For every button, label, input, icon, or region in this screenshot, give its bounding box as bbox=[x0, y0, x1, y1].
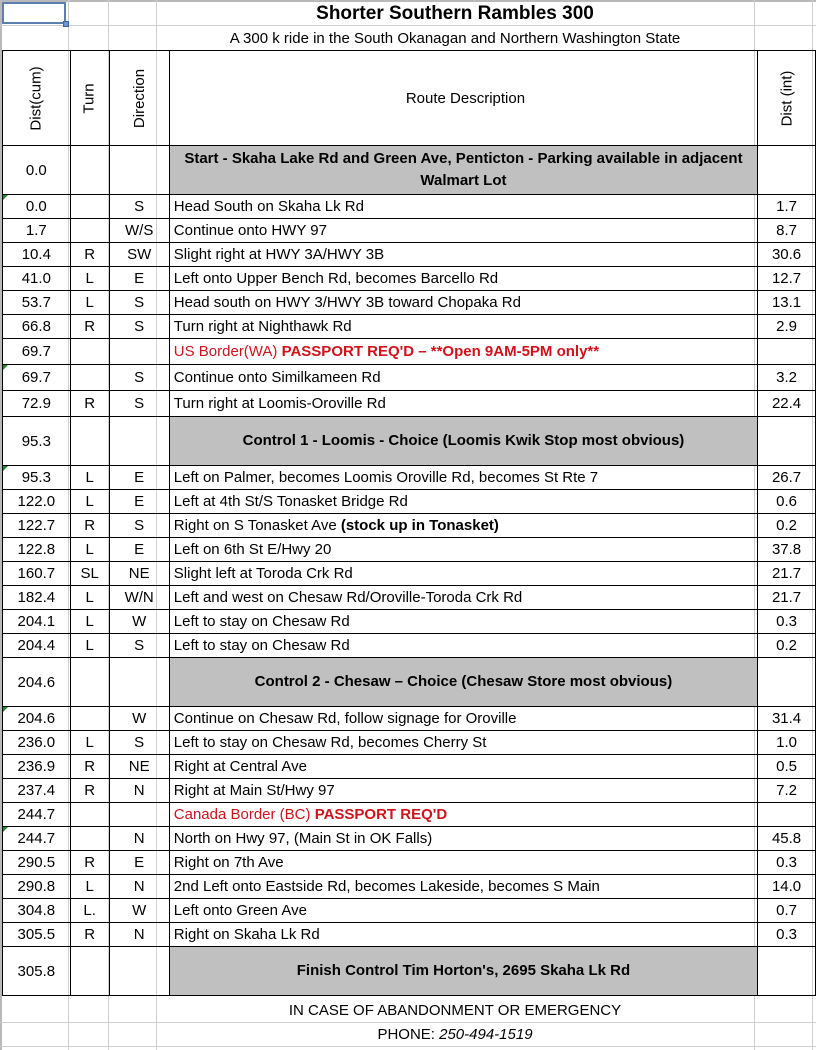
sheet-title: Shorter Southern Rambles 300 bbox=[316, 3, 594, 24]
cell-dist-int[interactable]: 30.6 bbox=[758, 243, 816, 267]
cell-direction[interactable]: E bbox=[109, 490, 169, 514]
header-row bbox=[3, 51, 816, 146]
cell-dist-int[interactable]: 21.7 bbox=[758, 586, 816, 610]
header-label: Dist(cum) bbox=[27, 65, 45, 131]
cell-turn[interactable] bbox=[70, 365, 109, 391]
cell-dist-cum[interactable]: 122.7 bbox=[3, 514, 71, 538]
cell-direction[interactable]: S bbox=[109, 391, 169, 417]
cell-route-description[interactable]: Continue onto Similkameen Rd bbox=[169, 365, 757, 391]
cell-turn[interactable]: R bbox=[70, 779, 109, 803]
route-step-row bbox=[3, 365, 816, 391]
cell-route-description[interactable]: North on Hwy 97, (Main St in OK Falls) bbox=[169, 827, 757, 851]
cell-direction[interactable]: W bbox=[109, 707, 169, 731]
cell-dist-int[interactable]: 1.7 bbox=[758, 195, 816, 219]
cell-turn[interactable]: L bbox=[70, 610, 109, 634]
cell-dist-cum[interactable]: 244.7 bbox=[3, 827, 71, 851]
cell-route-description[interactable]: Left to stay on Chesaw Rd bbox=[169, 634, 757, 658]
passport-warning: PASSPORT REQ'D bbox=[314, 805, 448, 823]
route-sheet-table bbox=[2, 50, 816, 996]
cell-dist-int[interactable]: 31.4 bbox=[758, 707, 816, 731]
cell-direction[interactable]: W/N bbox=[109, 586, 169, 610]
cell-turn[interactable]: L bbox=[70, 538, 109, 562]
cell-dist-cum[interactable]: 122.0 bbox=[3, 490, 71, 514]
cell-route-description[interactable]: Left at 4th St/S Tonasket Bridge Rd bbox=[169, 490, 757, 514]
cell-route-description[interactable]: Turn right at Loomis-Oroville Rd bbox=[169, 391, 757, 417]
cell-direction[interactable]: S bbox=[109, 365, 169, 391]
cell-route-description[interactable]: Continue onto HWY 97 bbox=[169, 219, 757, 243]
cell-direction[interactable]: E bbox=[109, 538, 169, 562]
header-label: Direction bbox=[130, 68, 148, 128]
cell-dist-int[interactable]: 45.8 bbox=[758, 827, 816, 851]
cell-turn[interactable]: L bbox=[70, 291, 109, 315]
cell-dist-int[interactable]: 21.7 bbox=[758, 562, 816, 586]
route-step-row bbox=[3, 755, 816, 779]
cell-dist-cum[interactable]: 182.4 bbox=[3, 586, 71, 610]
route-step-row bbox=[3, 490, 816, 514]
cell-dist-int[interactable]: 1.0 bbox=[758, 731, 816, 755]
cell-direction[interactable] bbox=[109, 803, 169, 827]
cell-route-description[interactable]: Left to stay on Chesaw Rd, becomes Cherry St bbox=[169, 731, 757, 755]
route-step-row bbox=[3, 195, 816, 219]
cell-route-description[interactable]: Head south on HWY 3/HWY 3B toward Chopaka Rd bbox=[169, 291, 757, 315]
cell-turn[interactable] bbox=[70, 417, 109, 466]
route-step-row bbox=[3, 923, 816, 947]
cell-turn[interactable]: L bbox=[70, 267, 109, 291]
header-dist-cum[interactable] bbox=[3, 51, 71, 146]
control-description[interactable]: Control 1 - Loomis - Choice (Loomis Kwik Stop most obvious) bbox=[169, 417, 757, 466]
cell-turn[interactable]: L bbox=[70, 466, 109, 490]
route-step-row bbox=[3, 391, 816, 417]
cell-dist-int[interactable]: 13.1 bbox=[758, 291, 816, 315]
cell-dist-int[interactable] bbox=[758, 947, 816, 996]
cell-turn[interactable] bbox=[70, 195, 109, 219]
cell-route-description[interactable] bbox=[169, 339, 757, 365]
cell-dist-int[interactable]: 0.2 bbox=[758, 514, 816, 538]
cell-dist-cum[interactable]: 41.0 bbox=[3, 267, 71, 291]
cell-dist-cum[interactable]: 244.7 bbox=[3, 803, 71, 827]
cell-route-description[interactable]: Right at Central Ave bbox=[169, 755, 757, 779]
route-step-row bbox=[3, 586, 816, 610]
route-step-row bbox=[3, 243, 816, 267]
cell-dist-int[interactable] bbox=[758, 339, 816, 365]
cell-turn[interactable] bbox=[70, 803, 109, 827]
cell-direction[interactable]: S bbox=[109, 195, 169, 219]
cell-dist-cum[interactable]: 69.7 bbox=[3, 339, 71, 365]
cell-dist-cum[interactable]: 0.0 bbox=[3, 146, 71, 195]
cell-dist-cum[interactable]: 204.6 bbox=[3, 658, 71, 707]
cell-route-description[interactable] bbox=[169, 803, 757, 827]
cell-dist-int[interactable]: 2.9 bbox=[758, 315, 816, 339]
cell-dist-cum[interactable]: 1.7 bbox=[3, 219, 71, 243]
header-label: Dist (int) bbox=[778, 70, 796, 126]
cell-route-description[interactable]: Right at Main St/Hwy 97 bbox=[169, 779, 757, 803]
cell-dist-int[interactable] bbox=[758, 658, 816, 707]
cell-dist-int[interactable]: 8.7 bbox=[758, 219, 816, 243]
route-step-row bbox=[3, 610, 816, 634]
cell-dist-int[interactable]: 0.2 bbox=[758, 634, 816, 658]
cell-turn[interactable]: L bbox=[70, 731, 109, 755]
route-step-row bbox=[3, 219, 816, 243]
cell-direction[interactable]: SW bbox=[109, 243, 169, 267]
route-step-row bbox=[3, 634, 816, 658]
route-step-row bbox=[3, 562, 816, 586]
cell-dist-int[interactable]: 0.5 bbox=[758, 755, 816, 779]
cell-dist-cum[interactable]: 95.3 bbox=[3, 417, 71, 466]
cell-dist-int[interactable]: 22.4 bbox=[758, 391, 816, 417]
cell-dist-int[interactable]: 0.6 bbox=[758, 490, 816, 514]
selected-cell-a1[interactable] bbox=[2, 2, 66, 24]
route-step-row bbox=[3, 851, 816, 875]
cell-direction[interactable] bbox=[109, 658, 169, 707]
cell-turn[interactable]: R bbox=[70, 315, 109, 339]
cell-dist-cum[interactable]: 66.8 bbox=[3, 315, 71, 339]
route-step-row bbox=[3, 875, 816, 899]
cell-direction[interactable]: N bbox=[109, 875, 169, 899]
border-label: Canada Border (BC) bbox=[173, 805, 315, 823]
cell-route-description[interactable]: Left and west on Chesaw Rd/Oroville-Toroda Crk Rd bbox=[169, 586, 757, 610]
cell-route-description[interactable] bbox=[169, 514, 757, 538]
cell-dist-cum[interactable]: 69.7 bbox=[3, 365, 71, 391]
cell-direction[interactable]: W bbox=[109, 610, 169, 634]
cell-turn[interactable]: R bbox=[70, 755, 109, 779]
cell-dist-cum[interactable]: 204.6 bbox=[3, 707, 71, 731]
cell-dist-cum[interactable]: 237.4 bbox=[3, 779, 71, 803]
route-step-row bbox=[3, 899, 816, 923]
cell-turn[interactable] bbox=[70, 339, 109, 365]
sheet-subtitle: A 300 k ride in the South Okanagan and Northern Washington State bbox=[229, 30, 681, 47]
cell-dist-int[interactable]: 0.7 bbox=[758, 899, 816, 923]
route-step-row bbox=[3, 267, 816, 291]
cell-dist-cum[interactable]: 305.8 bbox=[3, 947, 71, 996]
cell-dist-int[interactable]: 0.3 bbox=[758, 851, 816, 875]
cell-route-description[interactable]: Slight left at Toroda Crk Rd bbox=[169, 562, 757, 586]
cell-route-description[interactable]: Left onto Green Ave bbox=[169, 899, 757, 923]
cell-dist-cum[interactable]: 236.9 bbox=[3, 755, 71, 779]
header-label: Turn bbox=[81, 82, 99, 114]
control-description[interactable]: Start - Skaha Lake Rd and Green Ave, Penticton - Parking available in adjacent Walmart Lot bbox=[169, 146, 757, 195]
emergency-notice: IN CASE OF ABANDONMENT OR EMERGENCY bbox=[288, 1002, 622, 1019]
header-turn[interactable] bbox=[70, 51, 109, 146]
cell-route-description[interactable]: Turn right at Nighthawk Rd bbox=[169, 315, 757, 339]
cell-dist-cum[interactable]: 305.5 bbox=[3, 923, 71, 947]
cell-route-description[interactable]: Left on Palmer, becomes Loomis Oroville Rd, becomes St Rte 7 bbox=[169, 466, 757, 490]
header-route-description[interactable]: Route Description bbox=[169, 51, 757, 146]
cell-dist-int[interactable]: 14.0 bbox=[758, 875, 816, 899]
route-step-row bbox=[3, 538, 816, 562]
cell-route-description[interactable]: Left on 6th St E/Hwy 20 bbox=[169, 538, 757, 562]
cell-direction[interactable]: S bbox=[109, 731, 169, 755]
cell-direction[interactable]: E bbox=[109, 851, 169, 875]
route-step-row bbox=[3, 827, 816, 851]
header-dist-int[interactable] bbox=[758, 51, 816, 146]
cell-route-description[interactable]: 2nd Left onto Eastside Rd, becomes Lakeside, becomes S Main bbox=[169, 875, 757, 899]
border-crossing-row bbox=[3, 339, 816, 365]
cell-turn[interactable]: SL bbox=[70, 562, 109, 586]
phone-label: PHONE: bbox=[377, 1026, 440, 1043]
cell-direction[interactable]: N bbox=[109, 779, 169, 803]
cell-direction[interactable]: NE bbox=[109, 755, 169, 779]
cell-dist-int[interactable]: 3.2 bbox=[758, 365, 816, 391]
step-note: (stock up in Tonasket) bbox=[340, 516, 499, 534]
cell-dist-cum[interactable]: 304.8 bbox=[3, 899, 71, 923]
cell-direction[interactable]: N bbox=[109, 827, 169, 851]
cell-route-description[interactable]: Head South on Skaha Lk Rd bbox=[169, 195, 757, 219]
cell-direction[interactable]: W bbox=[109, 899, 169, 923]
cell-dist-int[interactable]: 37.8 bbox=[758, 538, 816, 562]
cell-dist-cum[interactable]: 72.9 bbox=[3, 391, 71, 417]
cell-dist-cum[interactable]: 95.3 bbox=[3, 466, 71, 490]
route-step-row bbox=[3, 707, 816, 731]
control-row bbox=[3, 658, 816, 707]
cell-dist-int[interactable] bbox=[758, 803, 816, 827]
fill-handle[interactable] bbox=[63, 21, 69, 27]
route-step-row bbox=[3, 731, 816, 755]
cell-turn[interactable]: R bbox=[70, 391, 109, 417]
header-direction[interactable] bbox=[109, 51, 169, 146]
cell-dist-cum[interactable]: 10.4 bbox=[3, 243, 71, 267]
cell-turn[interactable]: R bbox=[70, 851, 109, 875]
passport-warning: PASSPORT REQ'D – **Open 9AM-5PM only** bbox=[281, 342, 600, 360]
cell-direction[interactable]: S bbox=[109, 634, 169, 658]
border-crossing-row bbox=[3, 803, 816, 827]
cell-turn[interactable]: L bbox=[70, 875, 109, 899]
control-row bbox=[3, 947, 816, 996]
control-row bbox=[3, 417, 816, 466]
cell-turn[interactable] bbox=[70, 707, 109, 731]
route-step-row bbox=[3, 315, 816, 339]
cell-dist-cum[interactable]: 53.7 bbox=[3, 291, 71, 315]
cell-direction[interactable]: E bbox=[109, 466, 169, 490]
cell-dist-cum[interactable]: 0.0 bbox=[3, 195, 71, 219]
cell-dist-cum[interactable]: 290.5 bbox=[3, 851, 71, 875]
cell-dist-cum[interactable]: 160.7 bbox=[3, 562, 71, 586]
cell-direction[interactable] bbox=[109, 146, 169, 195]
cell-turn[interactable]: R bbox=[70, 514, 109, 538]
cell-direction[interactable]: N bbox=[109, 923, 169, 947]
cell-direction[interactable]: S bbox=[109, 514, 169, 538]
cell-turn[interactable] bbox=[70, 146, 109, 195]
cell-turn[interactable] bbox=[70, 219, 109, 243]
cell-turn[interactable]: L. bbox=[70, 899, 109, 923]
control-description[interactable]: Control 2 - Chesaw – Choice (Chesaw Store most obvious) bbox=[169, 658, 757, 707]
route-step-row bbox=[3, 514, 816, 538]
cell-dist-int[interactable]: 7.2 bbox=[758, 779, 816, 803]
cell-route-description[interactable]: Right on 7th Ave bbox=[169, 851, 757, 875]
cell-direction[interactable] bbox=[109, 947, 169, 996]
route-step-row bbox=[3, 779, 816, 803]
cell-turn[interactable]: L bbox=[70, 490, 109, 514]
control-row bbox=[3, 146, 816, 195]
cell-dist-cum[interactable]: 122.8 bbox=[3, 538, 71, 562]
cell-dist-int[interactable]: 12.7 bbox=[758, 267, 816, 291]
cell-direction[interactable]: S bbox=[109, 291, 169, 315]
cell-dist-cum[interactable]: 204.4 bbox=[3, 634, 71, 658]
border-label: US Border(WA) bbox=[173, 342, 282, 360]
cell-direction[interactable] bbox=[109, 339, 169, 365]
cell-direction[interactable]: E bbox=[109, 267, 169, 291]
step-text: Right on S Tonasket Ave bbox=[173, 516, 341, 534]
route-step-row bbox=[3, 466, 816, 490]
cell-turn[interactable] bbox=[70, 658, 109, 707]
cell-direction[interactable]: NE bbox=[109, 562, 169, 586]
cell-direction[interactable] bbox=[109, 417, 169, 466]
emergency-phone bbox=[156, 1023, 754, 1047]
control-description[interactable]: Finish Control Tim Horton's, 2695 Skaha Lk Rd bbox=[169, 947, 757, 996]
cell-route-description[interactable]: Slight right at HWY 3A/HWY 3B bbox=[169, 243, 757, 267]
cell-route-description[interactable]: Right on Skaha Lk Rd bbox=[169, 923, 757, 947]
cell-turn[interactable] bbox=[70, 947, 109, 996]
route-step-row bbox=[3, 291, 816, 315]
cell-route-description[interactable]: Left onto Upper Bench Rd, becomes Barcello Rd bbox=[169, 267, 757, 291]
cell-dist-int[interactable]: 0.3 bbox=[758, 610, 816, 634]
cell-dist-int[interactable] bbox=[758, 417, 816, 466]
cell-turn[interactable]: L bbox=[70, 634, 109, 658]
cell-turn[interactable]: L bbox=[70, 586, 109, 610]
cell-dist-int[interactable]: 0.3 bbox=[758, 923, 816, 947]
cell-dist-int[interactable]: 26.7 bbox=[758, 466, 816, 490]
phone-number: 250-494-1519 bbox=[439, 1026, 533, 1043]
cell-dist-cum[interactable]: 290.8 bbox=[3, 875, 71, 899]
cell-route-description[interactable]: Left to stay on Chesaw Rd bbox=[169, 610, 757, 634]
cell-dist-cum[interactable]: 236.0 bbox=[3, 731, 71, 755]
cell-turn[interactable]: R bbox=[70, 243, 109, 267]
cell-turn[interactable]: R bbox=[70, 923, 109, 947]
cell-turn[interactable] bbox=[70, 827, 109, 851]
cell-direction[interactable]: W/S bbox=[109, 219, 169, 243]
cell-direction[interactable]: S bbox=[109, 315, 169, 339]
cell-route-description[interactable]: Continue on Chesaw Rd, follow signage for Oroville bbox=[169, 707, 757, 731]
cell-dist-cum[interactable]: 204.1 bbox=[3, 610, 71, 634]
cell-dist-int[interactable] bbox=[758, 146, 816, 195]
